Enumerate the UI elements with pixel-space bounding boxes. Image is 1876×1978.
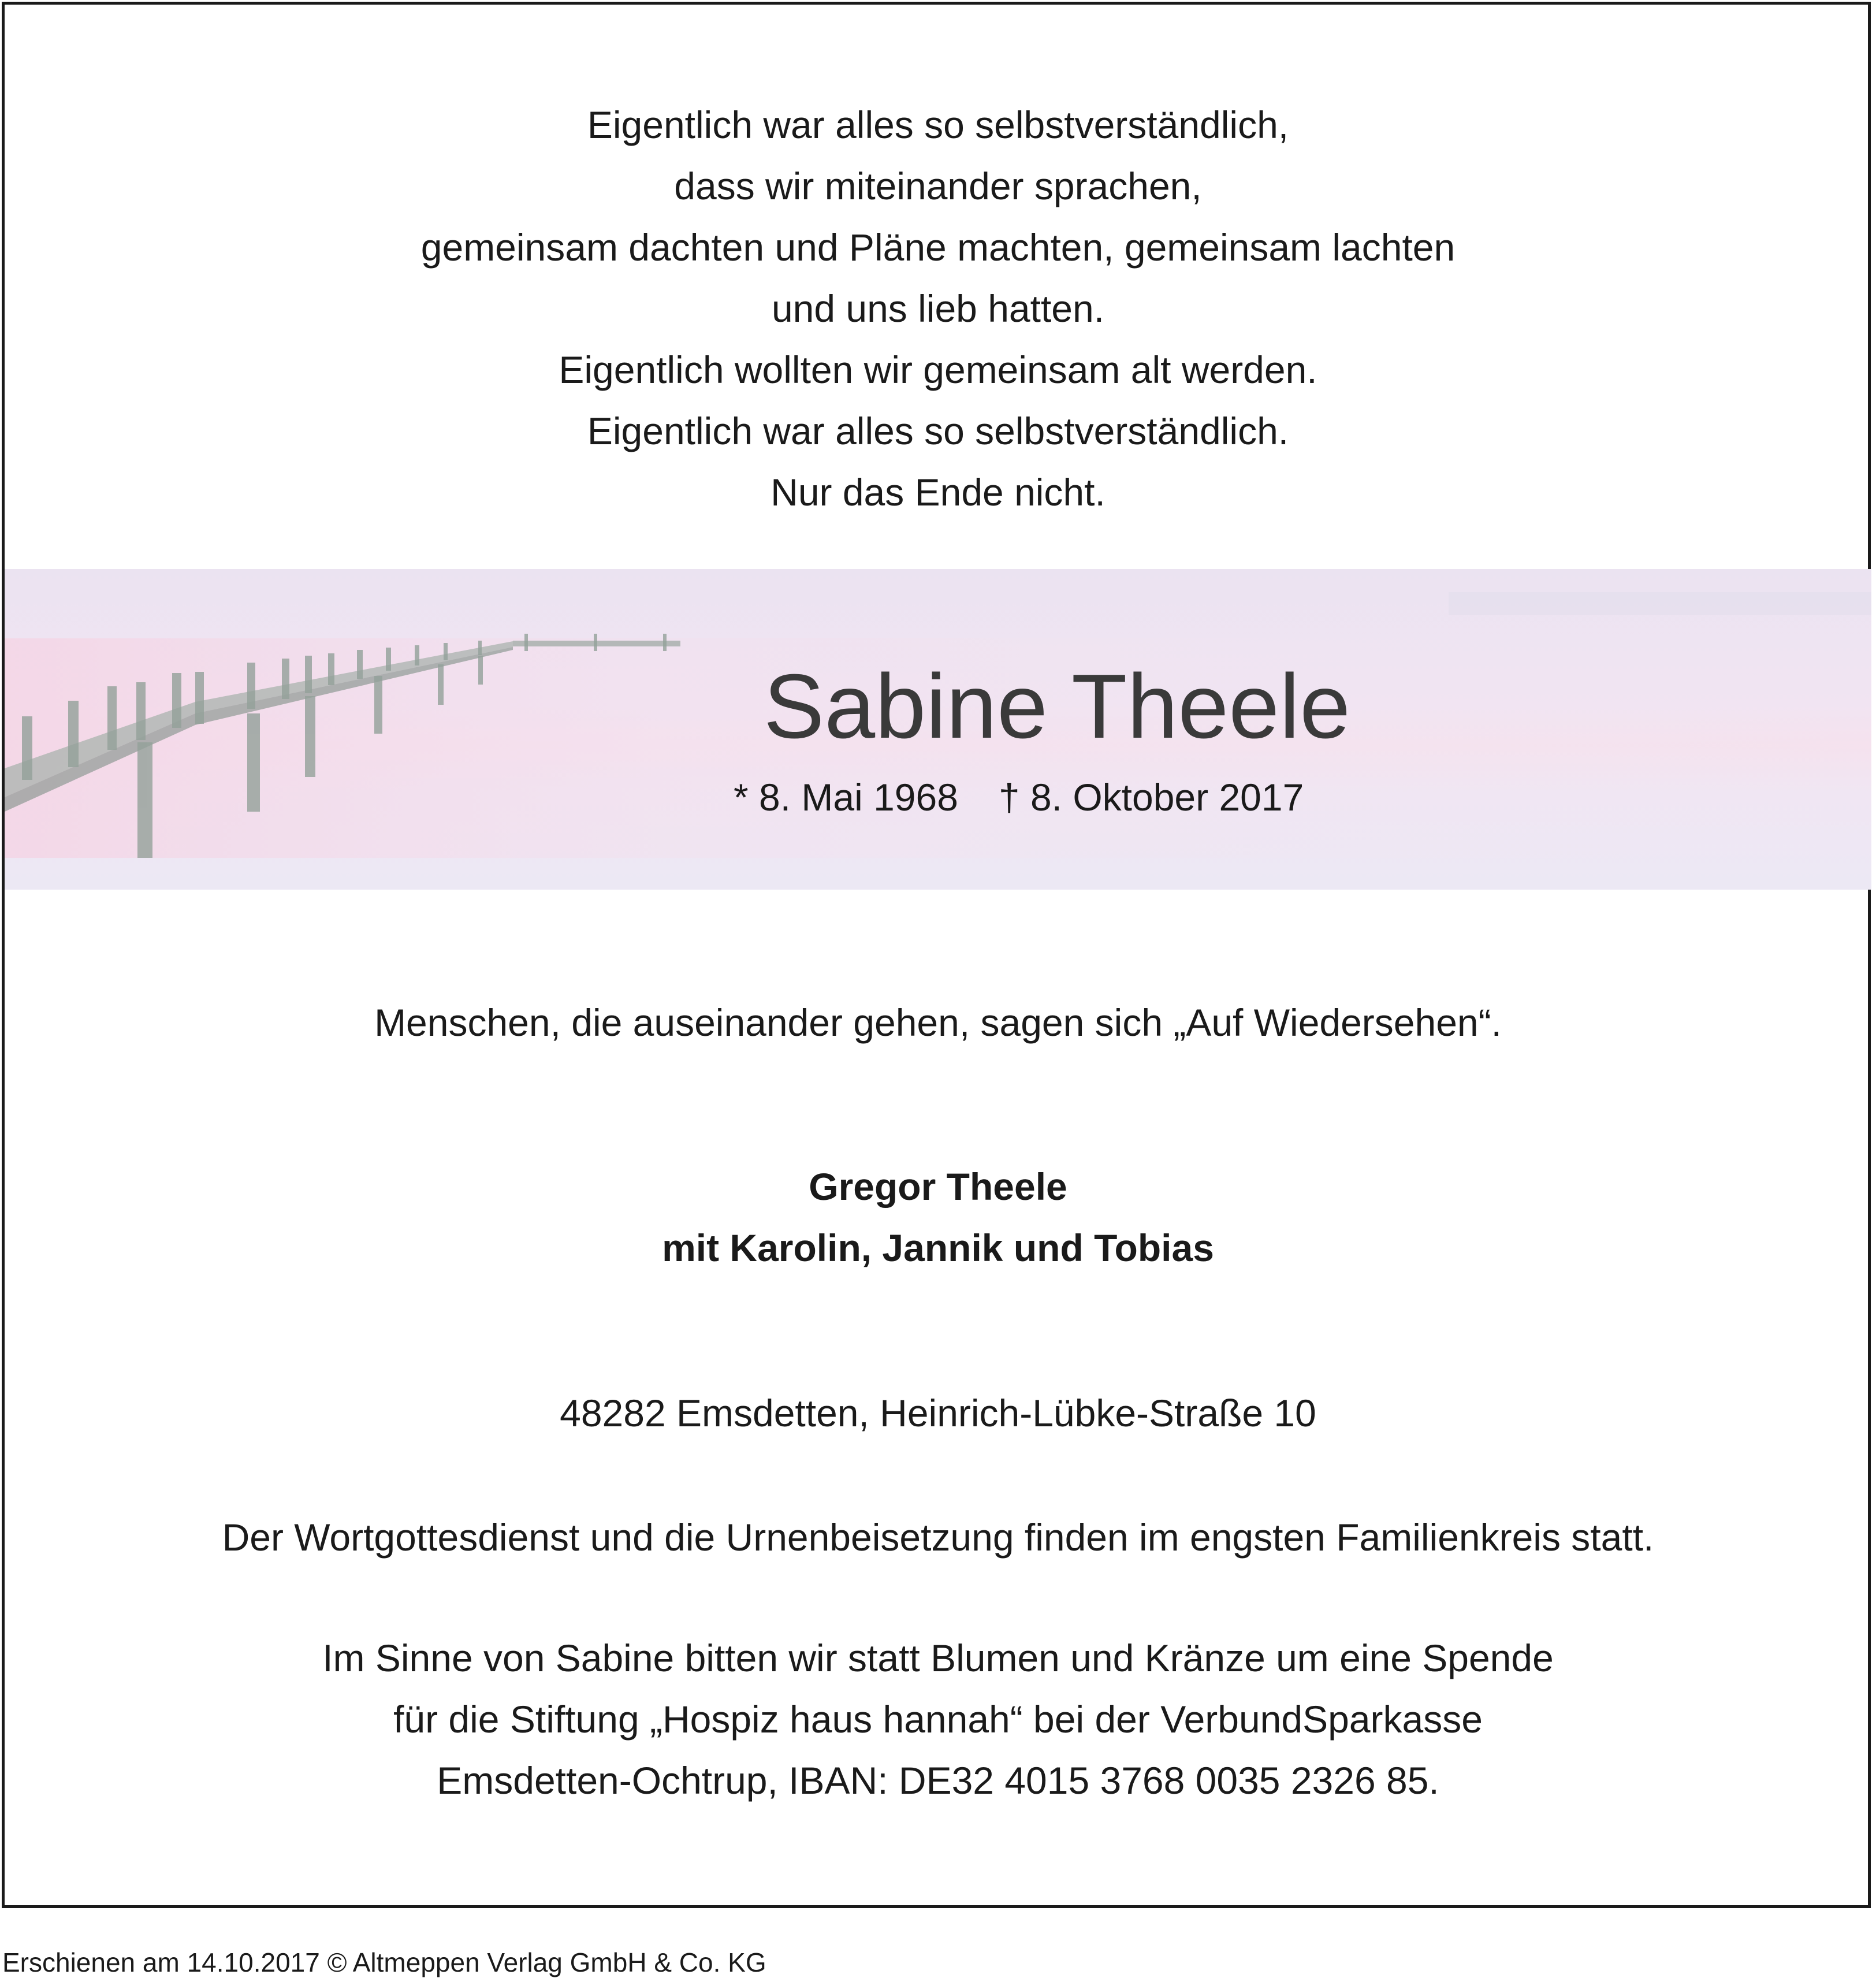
poem-line: Nur das Ende nicht. [770, 471, 1106, 514]
poem-line: und uns lieb hatten. [771, 287, 1105, 330]
farewell-quote: Menschen, die auseinander gehen, sagen sich „Auf Wiedersehen“. [374, 1001, 1502, 1044]
poem-line: Eigentlich wollten wir gemeinsam alt werden. [559, 348, 1317, 391]
poem-line: gemeinsam dachten und Pläne machten, gemeinsam lachten [420, 226, 1456, 269]
donation-line: für die Stiftung „Hospiz haus hannah“ bei der VerbundSparkasse [393, 1698, 1483, 1741]
service-info: Der Wortgottesdienst und die Urnenbeisetzung finden im engsten Familienkreis statt. [222, 1516, 1654, 1559]
poem-line: Eigentlich war alles so selbstverständlich. [587, 410, 1289, 452]
donation-line: Emsdetten-Ochtrup, IBAN: DE32 4015 3768 0035 2326 85. [437, 1759, 1439, 1802]
donation-line: Im Sinne von Sabine bitten wir statt Blumen und Kränze um eine Spende [322, 1637, 1554, 1679]
deceased-name: Sabine Theele [763, 656, 1351, 757]
poem [0, 94, 1876, 523]
poem-line: Eigentlich war alles so selbstverständlich, [587, 103, 1289, 146]
poem-line: dass wir miteinander sprachen, [674, 165, 1202, 207]
birth-date: * 8. Mai 1968 [734, 776, 958, 819]
death-date: † 8. Oktober 2017 [998, 776, 1304, 819]
life-dates [734, 774, 1380, 820]
family-name: Gregor Theele [809, 1165, 1067, 1208]
address: 48282 Emsdetten, Heinrich-Lübke-Straße 10 [560, 1392, 1316, 1434]
publication-footer: Erschienen am 14.10.2017 © Altmeppen Verlag GmbH & Co. KG [2, 1947, 766, 1977]
family-members: mit Karolin, Jannik und Tobias [662, 1226, 1214, 1269]
